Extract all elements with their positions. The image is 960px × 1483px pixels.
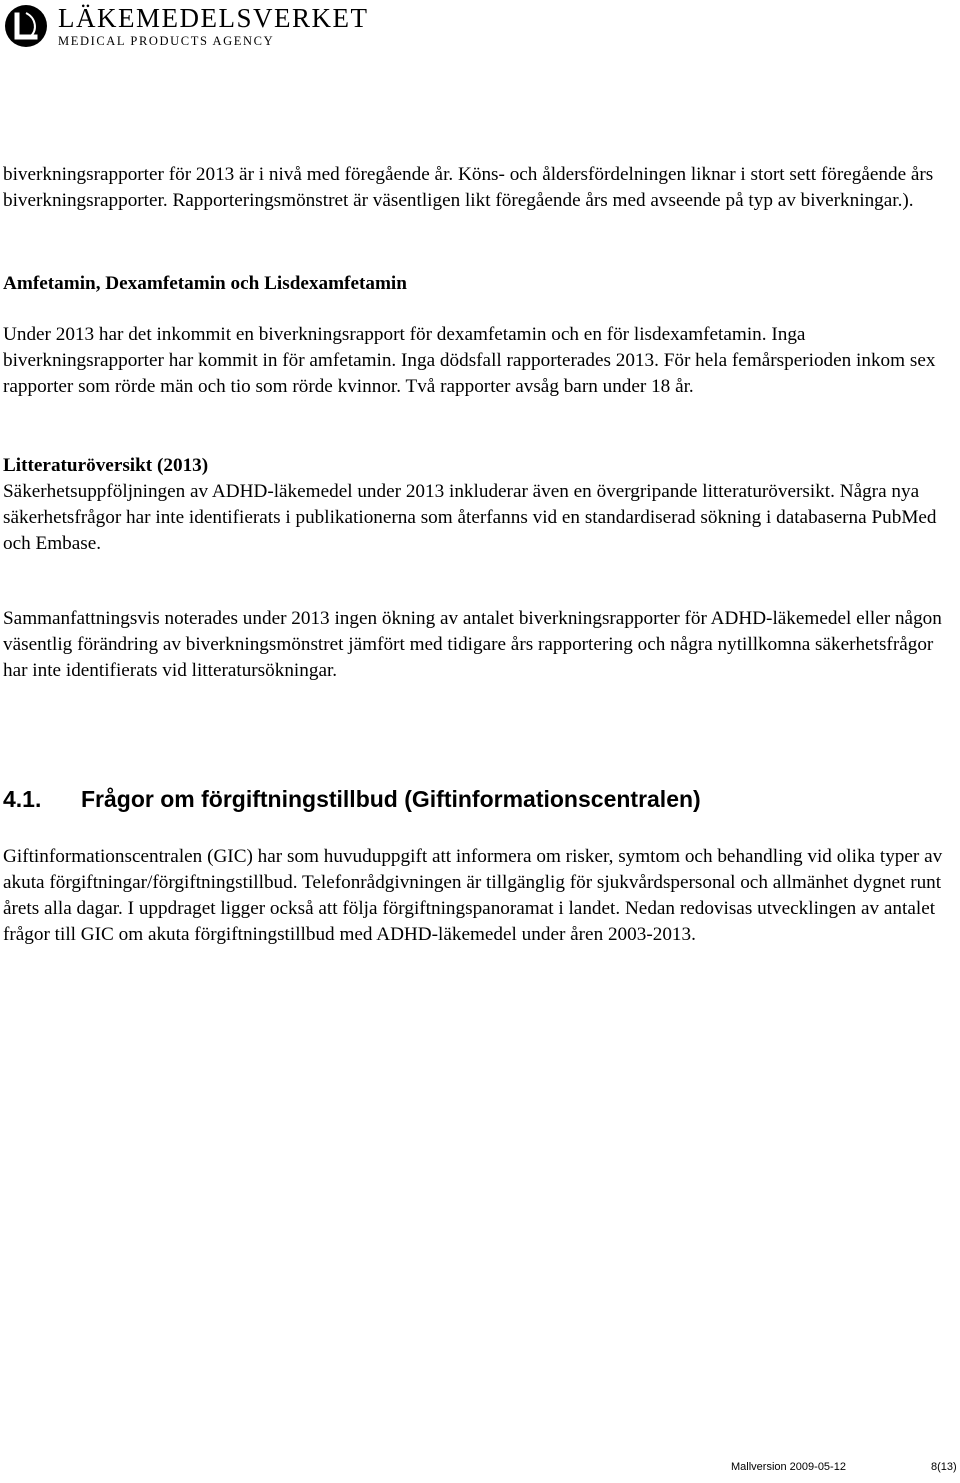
agency-logo-icon	[4, 4, 48, 48]
amfetamin-paragraph-block	[3, 322, 948, 400]
section-title: Frågor om förgiftningstillbud (Giftinformationscentralen)	[81, 786, 701, 812]
amfetamin-heading: Amfetamin, Dexamfetamin och Lisdexamfetamin	[3, 273, 407, 294]
gic-paragraph: Giftinformationscentralen (GIC) har som huvuduppgift att informera om risker, symtom och behandling vid olika typer av akuta förgiftningar/förgiftningstillbud. Telefonrådgivningen är tillgänglig för sjukvårdspersonal och allmänhet dygnet runt årets alla dagar. I uppdraget ligger också att följa förgiftningspanoramat i landet. Nedan redovisas utvecklingen av antalet frågor till GIC om akuta förgiftningstillbud med ADHD-läkemedel under åren 2003-2013.	[3, 846, 943, 945]
page-header	[4, 4, 368, 48]
literature-block	[3, 453, 948, 557]
literature-paragraph: Säkerhetsuppföljningen av ADHD-läkemedel under 2013 inkluderar även en övergripande litteraturöversikt. Några nya säkerhetsfrågor har inte identifierats i publikationerna som återfanns vid en standardiserad sökning i databaserna PubMed och Embase.	[3, 481, 937, 554]
summary-block	[3, 606, 948, 684]
intro-paragraph: biverkningsrapporter för 2013 är i nivå med föregående år. Köns- och åldersfördelningen liknar i stort sett föregående års biverkningsrapporter. Rapporteringsmönstret är väsentligen likt föregående års med avseende på typ av biverkningar.).	[3, 164, 934, 211]
section-heading-block	[3, 785, 948, 813]
logo-subtitle: MEDICAL PRODUCTS AGENCY	[58, 33, 275, 48]
section-heading	[3, 785, 948, 813]
template-version: Mallversion 2009-05-12	[731, 1461, 846, 1473]
intro-paragraph-block	[3, 162, 948, 214]
page-footer	[0, 1459, 960, 1479]
amfetamin-heading-block	[3, 271, 948, 297]
literature-heading: Litteraturöversikt (2013)	[3, 455, 209, 476]
logo-text	[58, 2, 369, 48]
amfetamin-paragraph: Under 2013 har det inkommit en biverkningsrapport för dexamfetamin och en för lisdexamfetamin. Inga biverkningsrapporter har kommit in för amfetamin. Inga dödsfall rapporterades 2013. För hela femårsperioden inkom sex rapporter som rörde män och tio som rörde kvinnor. Två rapporter avsåg barn under 18 år.	[3, 324, 936, 397]
gic-paragraph-block	[3, 844, 948, 948]
page-number: 8(13)	[931, 1461, 957, 1473]
logo-name: LÄKEMEDELSVERKET	[58, 2, 369, 33]
section-number: 4.1.	[3, 786, 42, 812]
summary-paragraph: Sammanfattningsvis noterades under 2013 ingen ökning av antalet biverkningsrapporter för ADHD-läkemedel eller någon väsentlig förändring av biverkningsmönstret jämfört med tidigare års rapportering och några nytillkomna säkerhetsfrågor har inte identifierats vid litteratursökningar.	[3, 608, 942, 681]
